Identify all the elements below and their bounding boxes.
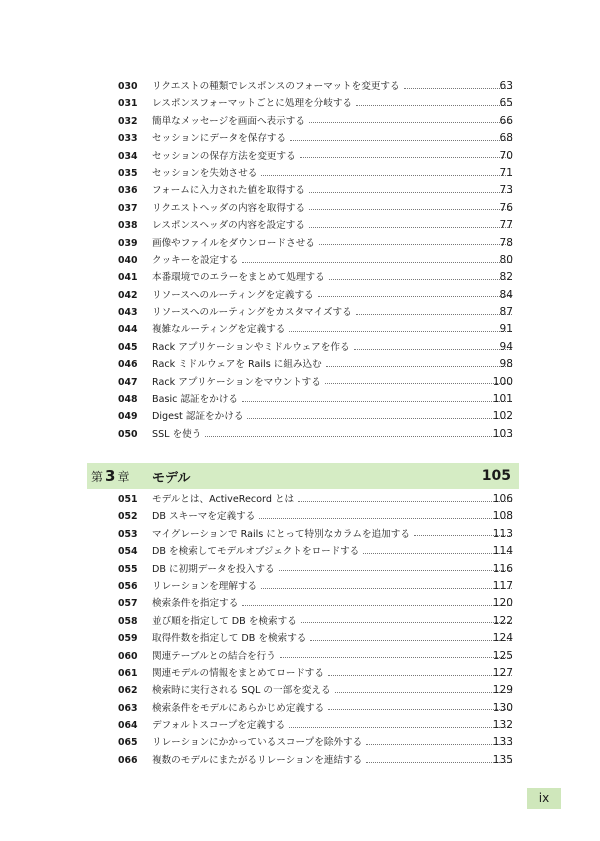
toc-entry: [0, 356, 600, 373]
toc-entry: [0, 426, 600, 443]
entry-title-line: [152, 269, 512, 286]
entry-title-line: [152, 148, 512, 165]
chapter-prefix: 第: [91, 470, 104, 484]
chapter-number: 3: [105, 467, 116, 485]
toc-list-chapter3: [0, 491, 600, 769]
entry-title: DB に初期データを投入する: [152, 563, 275, 575]
dot-leader: [310, 640, 512, 641]
entry-page-number: 94: [499, 340, 513, 353]
entry-title: 関連テーブルとの結合を行う: [152, 650, 276, 662]
entry-title-line: [152, 252, 512, 269]
entry-title-line: [152, 374, 512, 391]
entry-title: リクエストヘッダの内容を取得する: [152, 202, 306, 214]
entry-page-number: 135: [492, 753, 513, 766]
dot-leader: [309, 192, 512, 193]
entry-page-number: 120: [492, 597, 513, 610]
entry-title-line: [152, 321, 512, 338]
entry-title: Rack アプリケーションやミドルウェアを作る: [152, 341, 350, 353]
dot-leader: [309, 209, 512, 210]
entry-number: 062: [118, 685, 138, 697]
toc-entry: [0, 717, 600, 734]
entry-page-number: 130: [492, 701, 513, 714]
entry-title: 複数のモデルにまたがるリレーションを連結する: [152, 754, 363, 766]
entry-number: 033: [118, 133, 138, 145]
entry-page-number: 73: [499, 184, 513, 197]
entry-title: Basic 認証をかける: [152, 394, 239, 406]
entry-number: 042: [118, 289, 138, 301]
entry-number: 037: [118, 202, 138, 214]
entry-number: 046: [118, 359, 138, 371]
entry-page-number: 76: [499, 201, 513, 214]
entry-title: 関連モデルの情報をまとめてロードする: [152, 667, 324, 679]
dot-leader: [261, 588, 512, 589]
entry-page-number: 122: [492, 614, 513, 627]
dot-leader: [289, 331, 512, 332]
entry-number: 050: [118, 428, 138, 440]
dot-leader: [242, 262, 512, 263]
toc-entry: [0, 408, 600, 425]
entry-title: デフォルトスコープを定義する: [152, 720, 286, 732]
dot-leader: [280, 657, 512, 658]
dot-leader: [242, 605, 512, 606]
entry-title-line: [152, 630, 512, 647]
entry-title-line: [152, 408, 512, 425]
entry-number: 044: [118, 324, 138, 336]
entry-number: 034: [118, 150, 138, 162]
entry-number: 030: [118, 81, 138, 92]
entry-title-line: [152, 391, 512, 408]
dot-leader: [261, 175, 512, 176]
toc-entry: [0, 304, 600, 321]
entry-number: 035: [118, 167, 138, 179]
entry-page-number: 80: [499, 253, 513, 266]
entry-page-number: 70: [499, 149, 513, 162]
toc-entry: [0, 287, 600, 304]
entry-page-number: 117: [492, 579, 513, 592]
entry-page-number: 102: [492, 410, 513, 423]
toc-entry: [0, 578, 600, 595]
toc-entry: [0, 665, 600, 682]
entry-title: DB スキーマを定義する: [152, 511, 256, 523]
entry-title: 本番環境でのエラーをまとめて処理する: [152, 272, 325, 284]
chapter-page-number: 105: [481, 468, 511, 484]
entry-page-number: 78: [499, 236, 513, 249]
entry-page-number: 100: [492, 375, 513, 388]
entry-number: 054: [118, 546, 138, 558]
toc-entry: [0, 595, 600, 612]
entry-title: 画像やファイルをダウンロードさせる: [152, 237, 315, 249]
dot-leader: [259, 518, 512, 519]
entry-title: 複雑なルーティングを定義する: [152, 324, 286, 336]
toc-entry: [0, 391, 600, 408]
entry-title: セッションにデータを保存する: [152, 133, 287, 145]
toc-entry: [0, 78, 600, 95]
toc-entry: [0, 339, 600, 356]
entry-number: 045: [118, 341, 138, 353]
entry-number: 038: [118, 220, 138, 232]
toc-entry: [0, 200, 600, 217]
entry-title-line: [152, 356, 512, 373]
entry-title-line: [152, 700, 512, 717]
entry-number: 047: [118, 376, 138, 388]
entry-title-line: [152, 613, 512, 630]
entry-page-number: 68: [499, 132, 513, 145]
entry-page-number: 71: [499, 166, 513, 179]
entry-title: 簡単なメッセージを画面へ表示する: [152, 115, 305, 127]
entry-page-number: 127: [492, 666, 513, 679]
entry-page-number: 63: [499, 80, 513, 92]
chapter-heading: [87, 463, 519, 489]
toc-list-chapter2: [0, 78, 600, 443]
entry-number: 060: [118, 650, 138, 662]
toc-entry: [0, 491, 600, 508]
entry-number: 063: [118, 702, 138, 714]
entry-number: 052: [118, 511, 138, 523]
chapter-title: モデル: [152, 470, 191, 486]
entry-title: リソースへのルーティングを定義する: [152, 289, 314, 301]
toc-entry: [0, 700, 600, 717]
dot-leader: [309, 227, 512, 228]
entry-title-line: [152, 426, 512, 443]
entry-title-line: [152, 752, 512, 769]
entry-number: 053: [118, 528, 138, 540]
entry-page-number: 91: [499, 323, 513, 336]
toc-entry: [0, 682, 600, 699]
toc-entry: [0, 508, 600, 525]
entry-title-line: [152, 526, 512, 543]
entry-page-number: 129: [492, 684, 513, 697]
toc-entry: [0, 182, 600, 199]
entry-title-line: [152, 734, 512, 751]
entry-title-line: [152, 304, 512, 321]
entry-title-line: [152, 95, 512, 112]
toc-entry: [0, 269, 600, 286]
entry-number: 036: [118, 185, 138, 197]
entry-title: Digest 認証をかける: [152, 411, 244, 423]
entry-title: レスポンスヘッダの内容を設定する: [152, 220, 305, 232]
toc-entry: [0, 561, 600, 578]
entry-title: リソースへのルーティングをカスタマイズする: [152, 307, 352, 319]
entry-number: 049: [118, 411, 138, 423]
entry-title-line: [152, 182, 512, 199]
entry-number: 055: [118, 563, 138, 575]
toc-entry: [0, 165, 600, 182]
dot-leader: [301, 622, 512, 623]
entry-page-number: 87: [499, 306, 513, 319]
chapter-suffix: 章: [117, 470, 130, 484]
entry-page-number: 133: [492, 736, 513, 749]
entry-title: 検索時に実行される SQL の一部を変える: [152, 685, 331, 697]
dot-leader: [290, 140, 512, 141]
entry-number: 057: [118, 598, 138, 610]
entry-number: 051: [118, 494, 138, 505]
toc-entry: [0, 613, 600, 630]
dot-leader: [309, 122, 512, 123]
entry-page-number: 103: [492, 427, 513, 440]
entry-title-line: [152, 491, 512, 508]
entry-title: モデルとは、ActiveRecord とは: [152, 494, 295, 505]
entry-title-line: [152, 578, 512, 595]
entry-title-line: [152, 595, 512, 612]
entry-number: 058: [118, 615, 138, 627]
entry-title: リクエストの種類でレスポンスのフォーマットを変更する: [152, 81, 400, 92]
entry-page-number: 82: [499, 271, 513, 284]
entry-page-number: 101: [492, 393, 513, 406]
toc-entry: [0, 734, 600, 751]
toc-entry: [0, 113, 600, 130]
entry-number: 041: [118, 272, 138, 284]
entry-title: SSL を使う: [152, 428, 202, 440]
toc-entry: [0, 252, 600, 269]
entry-title-line: [152, 508, 512, 525]
entry-page-number: 65: [499, 97, 513, 110]
entry-title: セッションを失効させる: [152, 167, 258, 179]
toc-entry: [0, 648, 600, 665]
entry-page-number: 66: [499, 114, 513, 127]
entry-title-line: [152, 665, 512, 682]
entry-title: 検索条件を指定する: [152, 598, 239, 610]
entry-number: 031: [118, 98, 138, 110]
entry-title: フォームに入力された値を取得する: [152, 185, 306, 197]
entry-number: 061: [118, 667, 138, 679]
entry-title: Rack ミドルウェアを Rails に組み込む: [152, 359, 322, 371]
entry-title-line: [152, 339, 512, 356]
entry-title: DB を検索してモデルオブジェクトをロードする: [152, 546, 360, 558]
chapter-label: [91, 467, 129, 485]
entry-title-line: [152, 200, 512, 217]
entry-title: 取得件数を指定して DB を検索する: [152, 633, 307, 645]
entry-title: 並び順を指定して DB を検索する: [152, 615, 297, 627]
dot-leader: [279, 570, 512, 571]
entry-number: 059: [118, 633, 138, 645]
entry-title: セッションの保存方法を変更する: [152, 150, 296, 162]
entry-page-number: 114: [492, 545, 513, 558]
entry-page-number: 106: [492, 493, 513, 505]
entry-title: マイグレーションで Rails にとって特別なカラムを追加する: [152, 528, 410, 540]
entry-number: 048: [118, 394, 138, 406]
entry-page-number: 77: [499, 219, 513, 232]
dot-leader: [205, 436, 512, 437]
dot-leader: [242, 401, 512, 402]
dot-leader: [247, 418, 512, 419]
entry-title-line: [152, 113, 512, 130]
entry-number: 064: [118, 720, 138, 732]
entry-number: 056: [118, 580, 138, 592]
entry-title: リレーションを理解する: [152, 580, 258, 592]
toc-entry: [0, 148, 600, 165]
entry-page-number: 125: [492, 649, 513, 662]
entry-title-line: [152, 543, 512, 560]
toc-entry: [0, 752, 600, 769]
entry-number: 066: [118, 754, 138, 766]
entry-title: リレーションにかかっているスコープを除外する: [152, 737, 363, 749]
entry-page-number: 113: [492, 527, 513, 540]
toc-entry: [0, 95, 600, 112]
toc-entry: [0, 543, 600, 560]
entry-title: Rack アプリケーションをマウントする: [152, 376, 321, 388]
entry-title-line: [152, 217, 512, 234]
toc-entry: [0, 526, 600, 543]
entry-page-number: 116: [492, 562, 513, 575]
dot-leader: [289, 727, 512, 728]
entry-title-line: [152, 165, 512, 182]
entry-number: 039: [118, 237, 138, 249]
page-folio: ix: [527, 788, 561, 809]
entry-title-line: [152, 78, 512, 95]
entry-title-line: [152, 235, 512, 252]
toc-entry: [0, 217, 600, 234]
entry-number: 032: [118, 115, 138, 127]
toc-entry: [0, 130, 600, 147]
toc-entry: [0, 235, 600, 252]
entry-page-number: 124: [492, 632, 513, 645]
toc-entry: [0, 321, 600, 338]
entry-title: クッキーを設定する: [152, 254, 239, 266]
entry-title-line: [152, 717, 512, 734]
entry-title-line: [152, 561, 512, 578]
toc-entry: [0, 630, 600, 647]
entry-title-line: [152, 648, 512, 665]
entry-page-number: 132: [492, 719, 513, 732]
entry-page-number: 98: [499, 358, 513, 371]
entry-number: 043: [118, 307, 138, 319]
toc-entry: [0, 374, 600, 391]
entry-number: 040: [118, 254, 138, 266]
entry-title-line: [152, 130, 512, 147]
entry-title: レスポンスフォーマットごとに処理を分岐する: [152, 98, 353, 110]
entry-title-line: [152, 287, 512, 304]
entry-number: 065: [118, 737, 138, 749]
entry-page-number: 84: [499, 288, 513, 301]
entry-title: 検索条件をモデルにあらかじめ定義する: [152, 702, 325, 714]
entry-page-number: 108: [492, 510, 513, 523]
dot-leader: [300, 157, 512, 158]
dot-leader: [298, 501, 512, 502]
entry-title-line: [152, 682, 512, 699]
